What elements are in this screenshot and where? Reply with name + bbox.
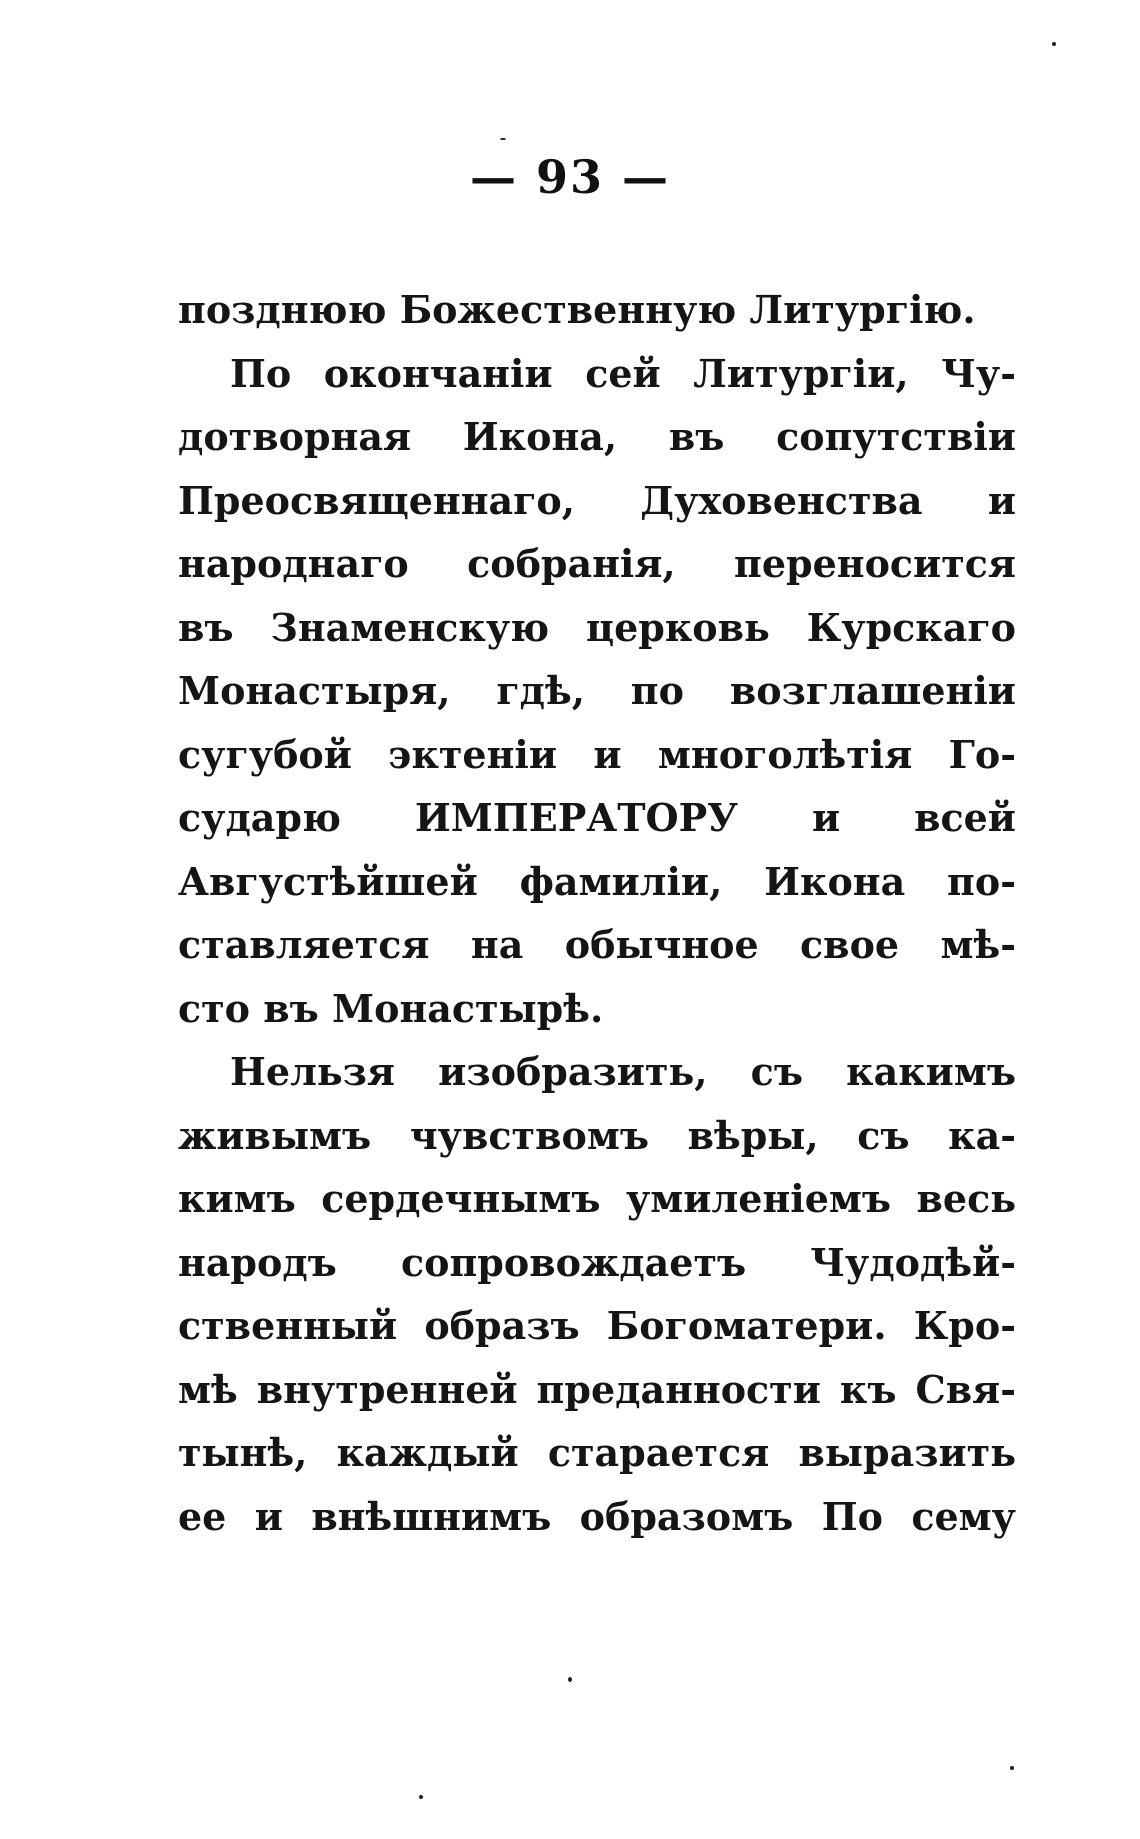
text-line: ее и внѣшнимъ образомъ По сему <box>178 1493 1016 1539</box>
scan-speck <box>568 1677 572 1682</box>
text-line: сто въ Монастырѣ. <box>178 985 604 1031</box>
text-line: дотворная Икона, въ сопутствіи <box>178 414 1016 459</box>
text-line: ставляется на обычное свое мѣ- <box>178 922 1016 967</box>
page-number: — 93 — <box>469 150 671 204</box>
text-line: По окончаніи сей Литургіи, Чу- <box>230 350 1016 396</box>
scan-speck <box>1052 42 1056 46</box>
text-line: позднюю Божественную Литургію. <box>178 287 976 332</box>
text-line: сугубой эктеніи и многолѣтія Го- <box>178 731 1016 777</box>
text-line: ственный образъ Богоматери. Кро- <box>178 1303 1016 1348</box>
text-line: тынѣ, каждый старается выразить <box>178 1430 1016 1475</box>
text-line: народъ сопровождаетъ Чудодѣй- <box>178 1239 1016 1285</box>
text-line: сударю ИМПЕРАТОРУ и всей <box>178 795 1016 840</box>
text-line: мѣ внутренней преданности къ Свя- <box>178 1366 1016 1412</box>
text-line: Монастыря, гдѣ, по возглашеніи <box>178 668 1016 713</box>
scan-speck <box>1010 1766 1014 1770</box>
body-text <box>178 278 1016 1548</box>
text-line: живымъ чувствомъ вѣры, съ ка- <box>178 1112 1016 1158</box>
text-line: въ Знаменскую церковь Курскаго <box>178 604 1016 650</box>
scan-speck <box>419 1795 423 1799</box>
text-line: Преосвященнаго, Духовенства и <box>178 477 1016 523</box>
text-line: Августѣйшей фамиліи, Икона по- <box>178 858 1016 904</box>
scan-speck <box>500 138 506 140</box>
text-line: народнаго собранія, переносится <box>178 541 1016 586</box>
text-line: кимъ сердечнымъ умиленіемъ весь <box>178 1176 1016 1221</box>
text-line: Нельзя изобразить, съ какимъ <box>230 1049 1016 1094</box>
